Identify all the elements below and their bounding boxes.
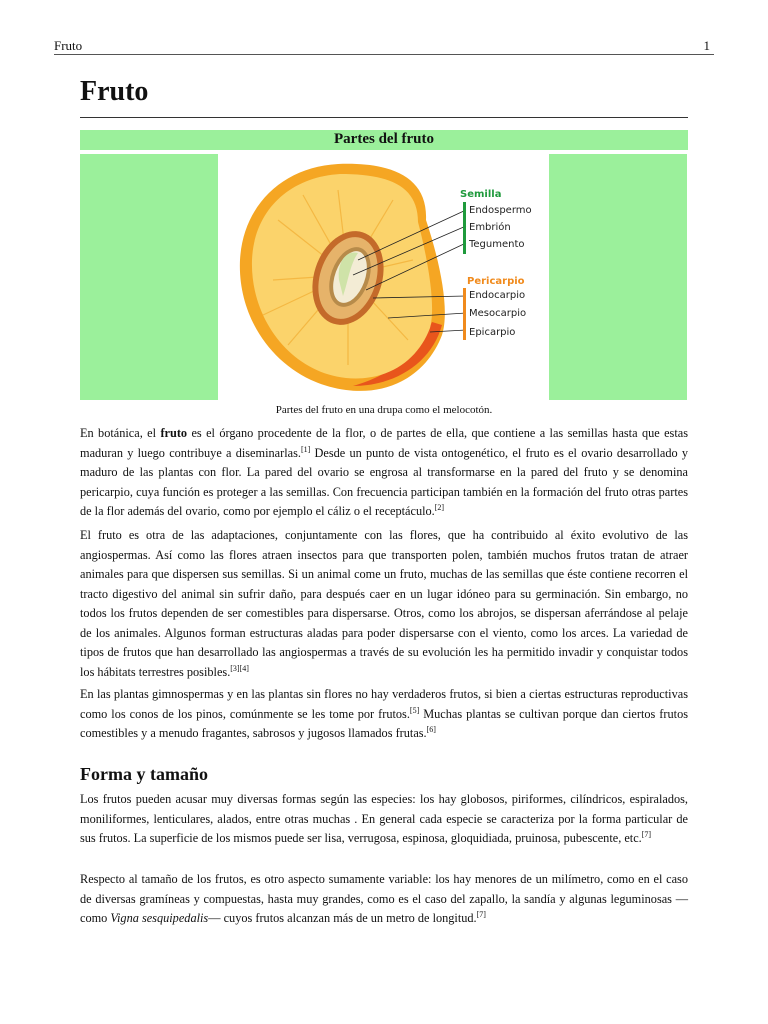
- text-run: es el órgano procedente de la flor, o de partes de ella, que contiene a las semillas hasta que estas maduran y luego contribuye a diseminarlas.: [80, 426, 688, 460]
- text-run: Respecto al tamaño de los frutos, es otro aspecto sumamente variable: los hay menores de un milímetro, como en el caso de diversas gramíneas y compuestas, hasta muy grandes, como es el caso del zapallo, la sandía y algunas leguminosas —como: [80, 872, 688, 925]
- text-run: Muchas plantas se cultivan porque dan ciertos frutos comestibles y a menudo fragantes, sabrosos y jugosos llamados frutas.: [80, 706, 688, 740]
- endospermo-label: Endospermo: [469, 205, 532, 216]
- text-run: En botánica, el: [80, 426, 161, 440]
- semilla-bracket: [463, 202, 466, 254]
- pericarpio-bracket: [463, 288, 466, 340]
- section-paragraph-2: [80, 866, 688, 929]
- citation-link[interactable]: [2]: [434, 502, 445, 512]
- citation-link[interactable]: [7]: [641, 829, 652, 839]
- running-header-title: Fruto: [54, 38, 83, 53]
- text-run: — cuyos frutos alcanzan más de un metro de longitud.: [208, 911, 477, 925]
- intro-paragraph-2: [80, 520, 688, 682]
- running-header: [54, 38, 714, 55]
- title-divider: [80, 117, 688, 118]
- infobox-heading: Partes del fruto: [80, 130, 688, 150]
- fruit-diagram: [218, 150, 549, 400]
- figure-caption: Partes del fruto en una drupa como el melocotón.: [275, 404, 493, 416]
- citation-link[interactable]: [3][4]: [230, 663, 249, 673]
- tegumento-label: Tegumento: [469, 239, 525, 250]
- text-run: El fruto es otra de las adaptaciones, conjuntamente con las flores, que ha contribuido al éxito evolutivo de las angiospermas. Así como las flores atraen insectos para que transporten polen, también muchos frutos tratan de atraer animales para que dispersen sus semillas. Si un animal come un fruto, muchas de las semillas que éste contiene recorren el tracto digestivo del animal sin sufrir daño, para después caer en un lugar idóneo para su germinación. Sin embargo, no todos los frutos dependen de ser comestibles para dispersarse. Otros, como los abrojos, se dispersan aferrándose al pelaje de los animales. Algunos forman estructuras aladas para poder dispersarse con el viento, como los arces. La variedad de tipos de frutos que han desarrollado las angiospermas a través de su evolución les ha permitido invadir y conquistar todos los hábitats terrestres posibles.: [80, 528, 688, 679]
- italic-species: Vigna sesquipedalis: [110, 911, 209, 925]
- endocarpio-label: Endocarpio: [469, 290, 526, 301]
- epicarpio-label: Epicarpio: [469, 327, 516, 338]
- page-title: Fruto: [80, 76, 149, 107]
- infobox-right-panel: [549, 154, 687, 400]
- mesocarpio-label: Mesocarpio: [469, 308, 527, 319]
- infobox-left-panel: [80, 154, 218, 400]
- embrion-label: Embrión: [469, 222, 511, 233]
- page-number: 1: [703, 38, 710, 53]
- text-run: En las plantas gimnospermas y en las plantas sin flores no hay verdaderos frutos, si bien a ciertas estructuras reproductivas como los conos de los pinos, comúnmente se les tome por frutos.: [80, 687, 688, 721]
- intro-paragraph-1: [80, 418, 688, 522]
- pericarpio-label: Pericarpio: [467, 276, 525, 287]
- citation-link[interactable]: [6]: [426, 724, 436, 734]
- semilla-label: Semilla: [460, 189, 502, 200]
- section-heading: Forma y tamaño: [80, 764, 208, 784]
- bold-term: fruto: [160, 426, 188, 440]
- section-paragraph-1: [80, 786, 688, 849]
- text-run: Los frutos pueden acusar muy diversas formas según las especies: los hay globosos, piriformes, cilíndricos, espiralados, moniliformes, lenticulares, alados, entre otras muchas . En general cada especie se caracteriza por la forma particular de sus frutos. La superficie de los mismos puede ser lisa, verrugosa, espinosa, gloquidiada, pruinosa, pubescente, etc.: [80, 792, 688, 845]
- intro-paragraph-3: [80, 679, 688, 744]
- citation-link[interactable]: [1]: [300, 444, 311, 454]
- citation-link[interactable]: [7]: [476, 909, 486, 919]
- text-run: Desde un punto de vista ontogenético, el fruto es el ovario desarrollado y maduro de las plantas con flor. La pared del ovario se engrosa al transformarse en la pared del fruto y se denomina pericarpio, cuya función es proteger a las semillas. Con frecuencia participan también en la formación del fruto otras partes de la flor además del ovario, como por ejemplo el cáliz o el receptáculo.: [80, 445, 688, 518]
- citation-link[interactable]: [5]: [409, 705, 420, 715]
